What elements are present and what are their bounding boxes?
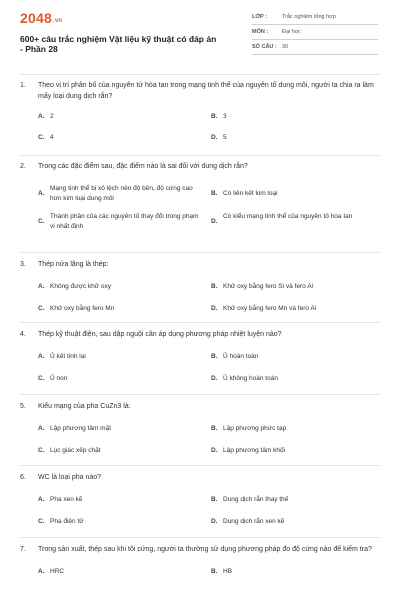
option-c[interactable]: C. Khử oxy bằng fero Mn: [38, 305, 115, 312]
option-a[interactable]: A. HRC: [38, 568, 65, 575]
option-a[interactable]: A. Mạng tinh thể bị xô lệch nên độ bền, độ cứng cao hơn kim loại dung môi: [38, 185, 193, 202]
logo-suffix: .vn: [52, 18, 63, 24]
question-number: 2.: [20, 163, 26, 170]
option-d[interactable]: D. Ủ không hoàn toàn: [211, 375, 278, 382]
option-b[interactable]: B. Có liên kết kim loại: [211, 190, 278, 197]
question-number: 7.: [20, 546, 26, 553]
question-separator: [20, 252, 380, 253]
option-a[interactable]: A. Lập phương tâm mặt: [38, 425, 112, 432]
meta-value: Trắc nghiệm tổng hợp: [282, 14, 336, 20]
option-d[interactable]: D. 5: [211, 134, 227, 141]
question-text: Kiểu mạng của pha CuZn3 là:: [38, 403, 131, 410]
question-separator: [20, 465, 380, 466]
option-a[interactable]: A. Không được khử oxy: [38, 283, 112, 290]
question-text: WC là loại pha nào?: [38, 474, 102, 481]
meta-label: SỐ CÂU :: [252, 44, 277, 50]
meta-table: [252, 10, 378, 55]
option-a[interactable]: A. 2: [38, 113, 54, 120]
option-c[interactable]: C. Ủ non: [38, 375, 68, 382]
meta-label: LỚP :: [252, 14, 267, 20]
question-number: 3.: [20, 261, 26, 268]
question-1: [20, 80, 380, 143]
question-7: [20, 544, 380, 577]
question-separator: [20, 394, 380, 395]
option-b[interactable]: B. Dung dịch rắn thay thế: [211, 496, 289, 503]
question-number: 4.: [20, 331, 26, 338]
question-6: [20, 472, 380, 527]
header-divider: [20, 74, 380, 75]
question-text: Trong các đặc điểm sau, đặc điểm nào là sai đối với dung dịch rắn?: [38, 163, 248, 170]
option-b[interactable]: B. Lập phương phức tạp: [211, 425, 287, 432]
meta-value: 30: [282, 44, 289, 50]
question-text: Thép kỹ thuật điện, sau dập nguội cần áp dụng phương pháp nhiệt luyện nào?: [38, 331, 282, 338]
option-a[interactable]: A. Ủ kết tinh lại: [38, 353, 86, 360]
logo-main: 2048: [20, 10, 52, 26]
option-b[interactable]: B. Khử oxy bằng fero Si và fero Al: [211, 283, 313, 290]
question-number: 5.: [20, 403, 26, 410]
option-d[interactable]: D. Có kiểu mạng tinh thể của nguyên tố hòa tan: [211, 213, 353, 225]
option-c[interactable]: C. Thành phần của các nguyên tố thay đổi trong phạm vi nhất định: [38, 213, 199, 230]
question-number: 6.: [20, 474, 26, 481]
question-2: [20, 161, 380, 232]
document-title: 600+ câu trắc nghiệm Vật liệu kỹ thuật có đáp án - Phần 28: [20, 34, 217, 54]
option-c[interactable]: C. 4: [38, 134, 54, 141]
meta-row-subject: [252, 25, 378, 40]
option-b[interactable]: B. Ủ hoàn toàn: [211, 353, 259, 360]
question-text: Theo vị trí phân bố của nguyên tử hòa tan trong mạng tinh thể của nguyên tố dung môi, người ta chia ra làm mấy loại dung dịch rắn?: [38, 82, 374, 100]
question-separator: [20, 155, 380, 156]
question-number: 1.: [20, 82, 26, 89]
site-logo[interactable]: [20, 10, 62, 26]
document-header: [0, 0, 400, 74]
option-d[interactable]: D. Lập phương tâm khối: [211, 447, 286, 454]
meta-label: MÔN :: [252, 29, 269, 35]
option-d[interactable]: D. Khử oxy bằng fero Mn và fero Al: [211, 305, 317, 312]
option-c[interactable]: C. Pha điện tử: [38, 518, 84, 525]
option-b[interactable]: B. HB: [211, 568, 233, 575]
option-c[interactable]: C. Lục giác xếp chặt: [38, 447, 101, 454]
question-5: [20, 401, 380, 456]
option-a[interactable]: A. Pha xen kẽ: [38, 496, 83, 503]
question-4: [20, 329, 380, 384]
question-text: Thép nửa lặng là thép:: [38, 261, 109, 268]
question-3: [20, 259, 380, 314]
question-text: Trong sản xuất, thép sau khi tôi cứng, người ta thường sử dụng phương pháp đo độ cứng nào để kiểm tra?: [38, 546, 372, 553]
meta-row-class: [252, 10, 378, 25]
meta-value: Đại học: [282, 29, 301, 35]
question-separator: [20, 322, 380, 323]
option-b[interactable]: B. 3: [211, 113, 227, 120]
option-d[interactable]: D. Dung dịch rắn xen kẽ: [211, 518, 285, 525]
meta-row-count: [252, 40, 378, 55]
question-separator: [20, 537, 380, 538]
